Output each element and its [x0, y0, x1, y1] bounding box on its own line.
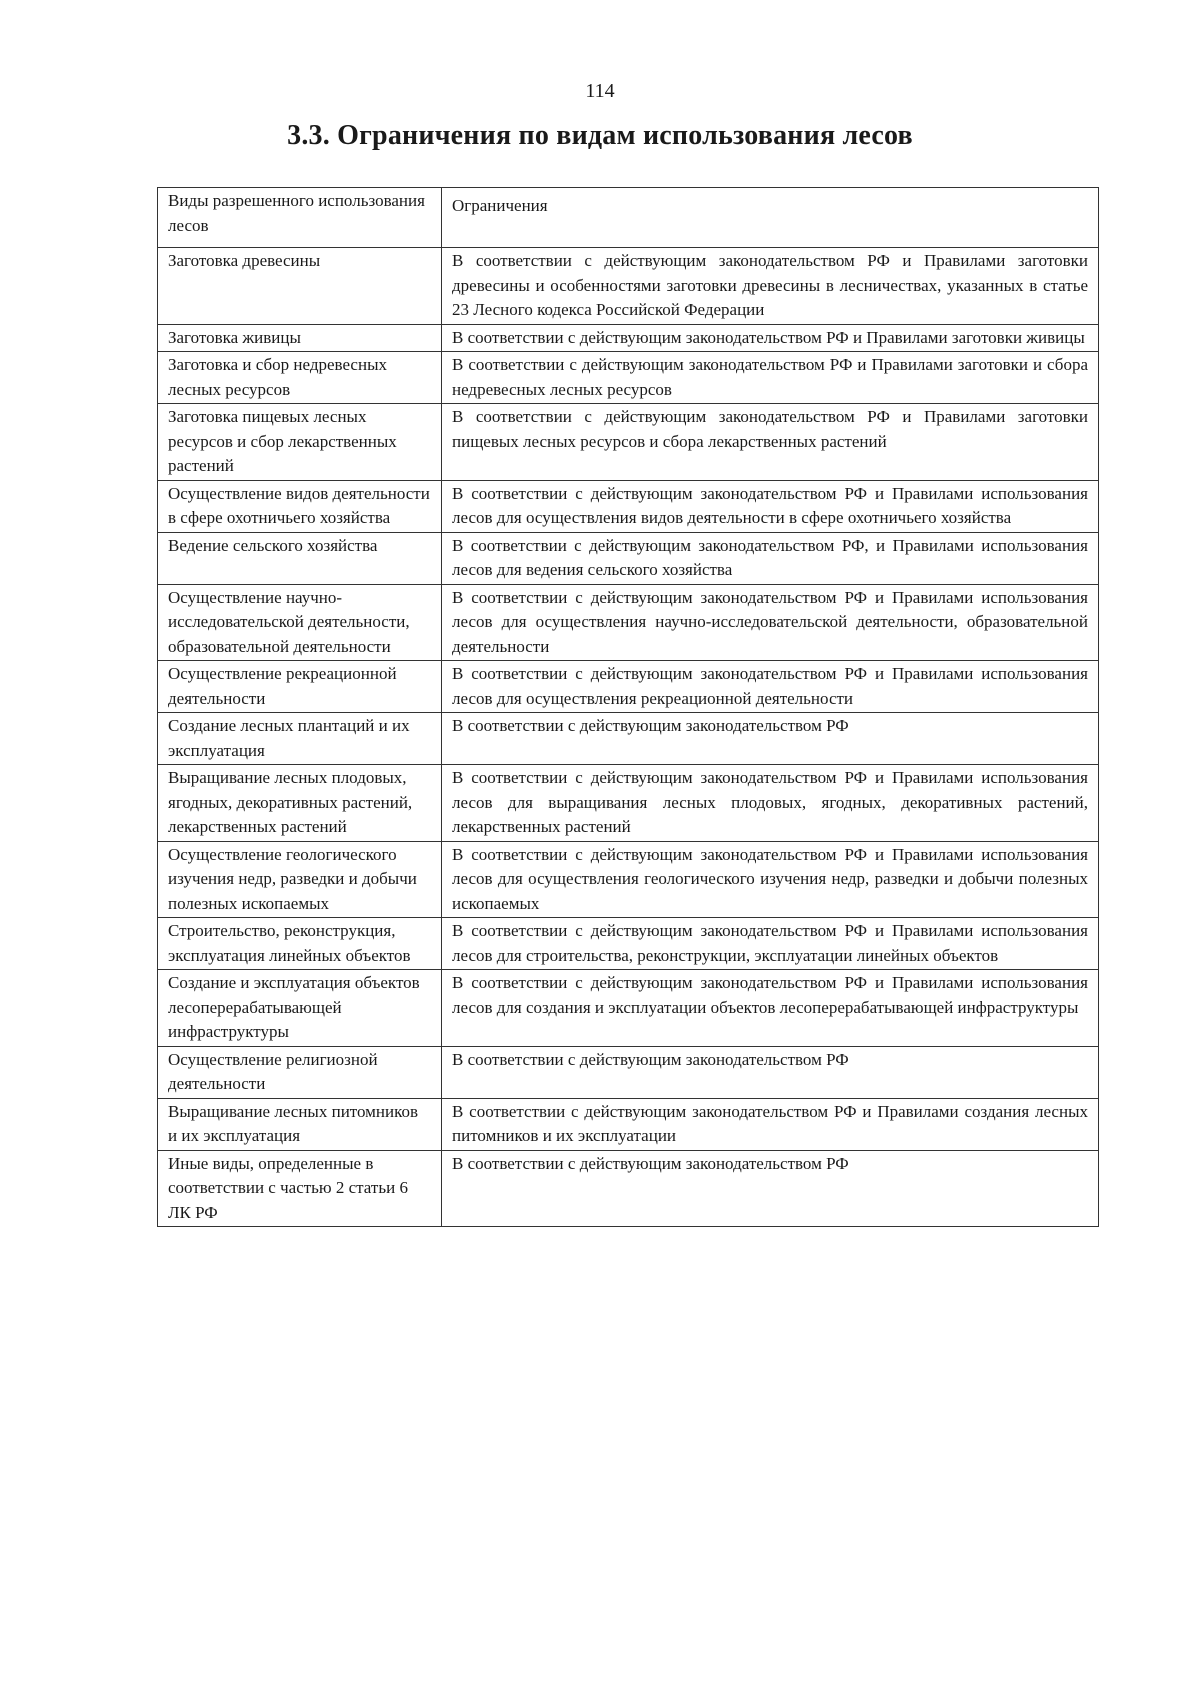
row-restriction-cell: В соответствии с действующим законодательством РФ: [442, 1046, 1099, 1098]
row-restriction-cell: В соответствии с действующим законодательством РФ и Правилами использования лесов для осуществления видов деятельности в сфере охотничьего хозяйства: [442, 480, 1099, 532]
row-restriction-cell: В соответствии с действующим законодательством РФ и Правилами заготовки и сбора недревесных лесных ресурсов: [442, 352, 1099, 404]
table-row: [158, 1150, 1099, 1227]
restrictions-table: [157, 187, 1099, 1227]
table-row: [158, 352, 1099, 404]
row-kind-cell: Создание и эксплуатация объектов лесоперерабатывающей инфраструктуры: [158, 970, 442, 1047]
table-row: [158, 480, 1099, 532]
row-kind-cell: Осуществление религиозной деятельности: [158, 1046, 442, 1098]
row-restriction-cell: В соответствии с действующим законодательством РФ и Правилами использования лесов для осуществления геологического изучения недр, разведки и добычи полезных ископаемых: [442, 841, 1099, 918]
table-row: [158, 918, 1099, 970]
row-kind-cell: Строительство, реконструкция, эксплуатация линейных объектов: [158, 918, 442, 970]
table-row: [158, 841, 1099, 918]
row-kind-cell: Осуществление научно-исследовательской деятельности, образовательной деятельности: [158, 584, 442, 661]
row-restriction-cell: В соответствии с действующим законодательством РФ и Правилами использования лесов для выращивания лесных плодовых, ягодных, декоративных растений, лекарственных растений: [442, 765, 1099, 842]
row-kind-cell: Выращивание лесных питомников и их эксплуатация: [158, 1098, 442, 1150]
table-row: [158, 661, 1099, 713]
row-restriction-cell: В соответствии с действующим законодательством РФ и Правилами заготовки живицы: [442, 324, 1099, 352]
table-row: [158, 1046, 1099, 1098]
row-restriction-cell: В соответствии с действующим законодательством РФ и Правилами заготовки пищевых лесных ресурсов и сбора лекарственных растений: [442, 404, 1099, 481]
page-title: 3.3. Ограничения по видам использования лесов: [287, 120, 913, 151]
row-restriction-cell: В соответствии с действующим законодательством РФ: [442, 1150, 1099, 1227]
row-kind-cell: Заготовка пищевых лесных ресурсов и сбор лекарственных растений: [158, 404, 442, 481]
row-kind-cell: Выращивание лесных плодовых, ягодных, декоративных растений, лекарственных растений: [158, 765, 442, 842]
row-kind-cell: Заготовка и сбор недревесных лесных ресурсов: [158, 352, 442, 404]
row-kind-cell: Ведение сельского хозяйства: [158, 532, 442, 584]
row-kind-cell: Заготовка живицы: [158, 324, 442, 352]
row-restriction-cell: В соответствии с действующим законодательством РФ и Правилами использования лесов для осуществления научно-исследовательской деятельности, образовательной деятельности: [442, 584, 1099, 661]
row-kind-cell: Иные виды, определенные в соответствии с частью 2 статьи 6 ЛК РФ: [158, 1150, 442, 1227]
page-number: 114: [585, 80, 615, 102]
row-kind-cell: Заготовка древесины: [158, 248, 442, 325]
row-restriction-cell: В соответствии с действующим законодательством РФ, и Правилами использования лесов для ведения сельского хозяйства: [442, 532, 1099, 584]
table-row: [158, 404, 1099, 481]
table-row: [158, 713, 1099, 765]
table-row: [158, 970, 1099, 1047]
table-row: [158, 248, 1099, 325]
row-restriction-cell: В соответствии с действующим законодательством РФ и Правилами заготовки древесины и особенностями заготовки древесины в лесничествах, указанных в статье 23 Лесного кодекса Российской Федерации: [442, 248, 1099, 325]
row-restriction-cell: В соответствии с действующим законодательством РФ и Правилами использования лесов для создания и эксплуатации объектов лесоперерабатывающей инфраструктуры: [442, 970, 1099, 1047]
table-row: [158, 1098, 1099, 1150]
row-restriction-cell: В соответствии с действующим законодательством РФ и Правилами использования лесов для строительства, реконструкции, эксплуатации линейных объектов: [442, 918, 1099, 970]
row-restriction-cell: В соответствии с действующим законодательством РФ и Правилами создания лесных питомников и их эксплуатации: [442, 1098, 1099, 1150]
header-cell-kinds: Виды разрешенного использования лесов: [158, 188, 442, 248]
table-row: [158, 584, 1099, 661]
row-kind-cell: Осуществление рекреационной деятельности: [158, 661, 442, 713]
row-kind-cell: Осуществление геологического изучения недр, разведки и добычи полезных ископаемых: [158, 841, 442, 918]
table-row: [158, 324, 1099, 352]
row-kind-cell: Осуществление видов деятельности в сфере охотничьего хозяйства: [158, 480, 442, 532]
header-cell-restrictions: Ограничения: [442, 188, 1099, 248]
table-row: [158, 532, 1099, 584]
row-kind-cell: Создание лесных плантаций и их эксплуатация: [158, 713, 442, 765]
table-header-row: [158, 188, 1099, 248]
table-row: [158, 765, 1099, 842]
row-restriction-cell: В соответствии с действующим законодательством РФ: [442, 713, 1099, 765]
row-restriction-cell: В соответствии с действующим законодательством РФ и Правилами использования лесов для осуществления рекреационной деятельности: [442, 661, 1099, 713]
